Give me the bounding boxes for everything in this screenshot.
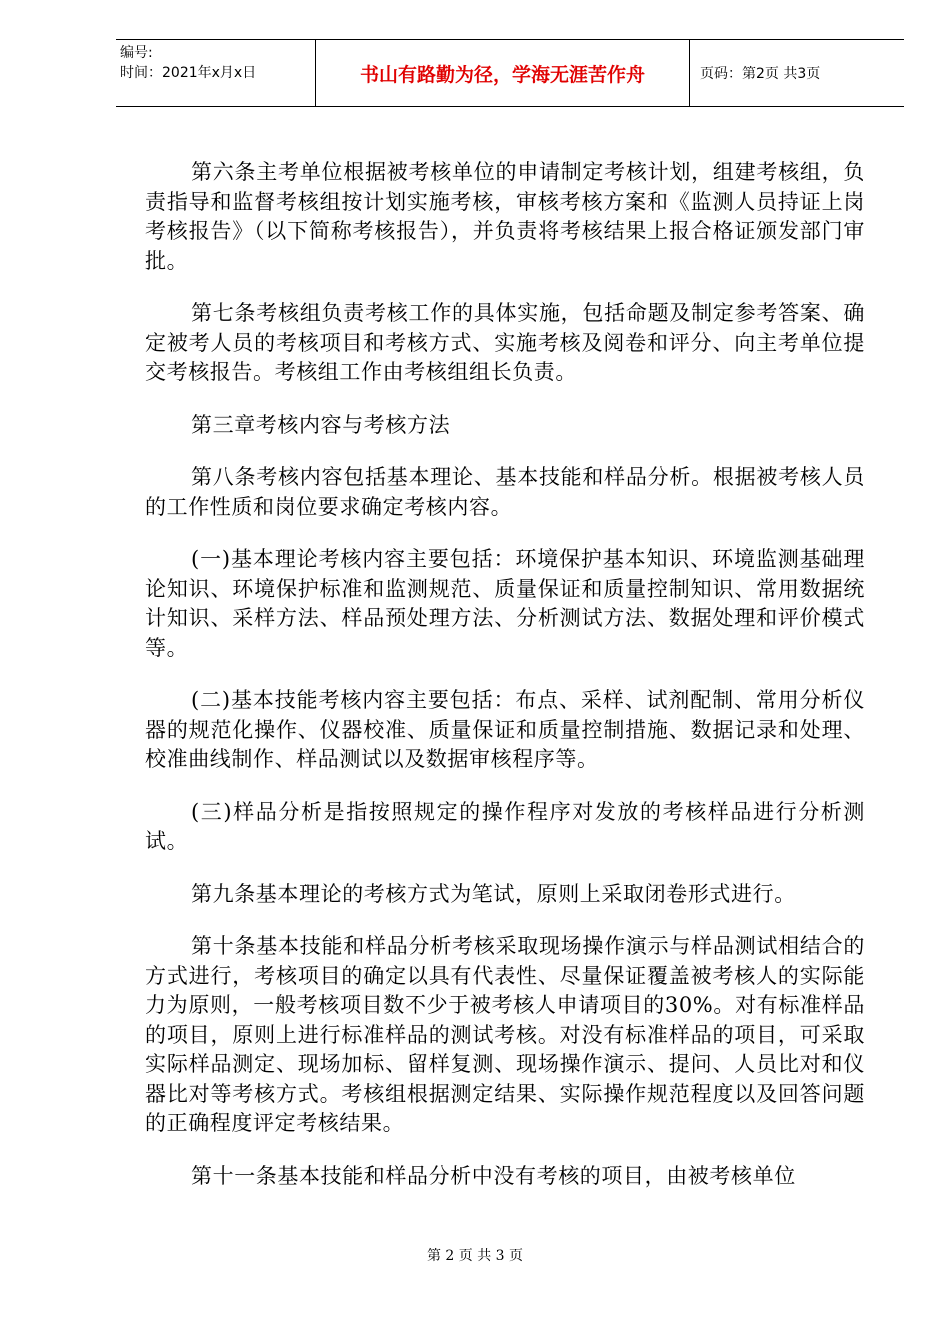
chapter-heading: 第三章考核内容与考核方法: [191, 412, 451, 437]
document-time-label: 时间：2021年x月x日: [120, 65, 257, 81]
paragraph: (三)样品分析是指按照规定的操作程序对发放的考核样品进行分析测试。: [145, 799, 865, 853]
document-body: [145, 158, 865, 1214]
paragraph: (一)基本理论考核内容主要包括：环境保护基本知识、环境监测基础理论知识、环境保护标准和监测规范、质量保证和质量控制知识、常用数据统计知识、采样方法、样品预处理方法、分析测试方法、数据处理和评价模式等。: [145, 547, 865, 660]
paragraph: 第九条基本理论的考核方式为笔试，原则上采取闭卷形式进行。: [191, 881, 796, 906]
paragraph: 第十条基本技能和样品分析考核采取现场操作演示与样品测试相结合的方式进行，考核项目的确定以具有代表性、尽量保证覆盖被考核人的实际能力为原则，一般考核项目数不少于被考核人申请项目的30%。对有标准样品的项目，原则上进行标准样品的测试考核。对没有标准样品的项目，可采取实际样品测定、现场加标、留样复测、现场操作演示、提问、人员比对和仪器比对等考核方式。考核组根据测定结果、实际操作规范程度以及回答问题的正确程度评定考核结果。: [145, 934, 865, 1135]
paragraph: 第八条考核内容包括基本理论、基本技能和样品分析。根据被考核人员的工作性质和岗位要求确定考核内容。: [145, 465, 865, 519]
paragraph: 第七条考核组负责考核工作的具体实施，包括命题及制定参考答案、确定被考人员的考核项目和考核方式、实施考核及阅卷和评分、向主考单位提交考核报告。考核组工作由考核组组长负责。: [145, 301, 865, 384]
page-footer: 第 2 页 共 3 页: [426, 1248, 524, 1264]
paragraph: 第十一条基本技能和样品分析中没有考核的项目，由被考核单位: [191, 1163, 796, 1188]
header-motto: 书山有路勤为径，学海无涯苦作舟: [316, 40, 690, 106]
page-header: [116, 39, 904, 107]
header-page-number: 页码：第2页 共3页: [700, 66, 821, 82]
paragraph: (二)基本技能考核内容主要包括：布点、采样、试剂配制、常用分析仪器的规范化操作、仪器校准、质量保证和质量控制措施、数据记录和处理、校准曲线制作、样品测试以及数据审核程序等。: [145, 688, 865, 771]
header-meta: [116, 40, 316, 106]
document-number-label: 编号:: [120, 45, 153, 61]
paragraph: 第六条主考单位根据被考核单位的申请制定考核计划，组建考核组，负责指导和监督考核组按计划实施考核，审核考核方案和《监测人员持证上岗考核报告》（以下简称考核报告），并负责将考核结果上报合格证颁发部门审批。: [145, 160, 865, 273]
